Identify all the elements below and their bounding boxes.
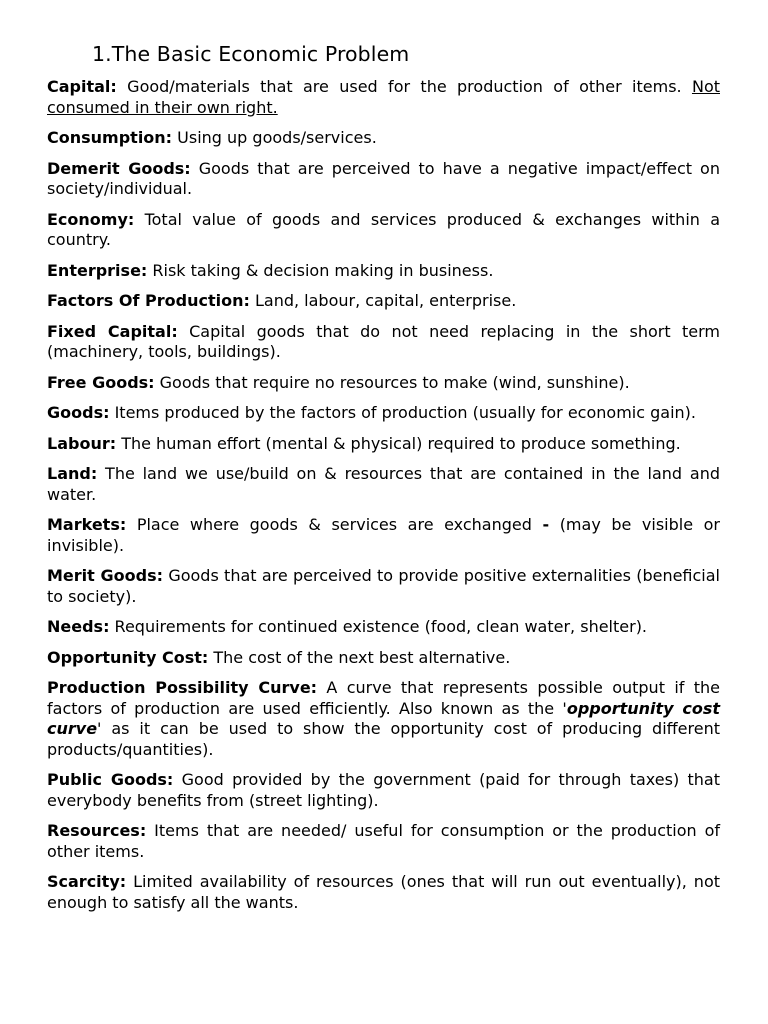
term-definition: Items produced by the factors of production (usually for economic gain). (109, 403, 696, 422)
term-label: Needs: (47, 617, 110, 636)
definition-labour (47, 434, 720, 455)
term-label: Public Goods: (47, 770, 174, 789)
emphasized-phrase: opportunity cost curve (47, 698, 720, 738)
term-label: Enterprise: (47, 260, 148, 280)
term-definition: Using up goods/services. (172, 128, 377, 147)
term-definition: Goods that require no resources to make (wind, sunshine). (154, 372, 630, 392)
term-definition: Good provided by the government (paid for through taxes) that everybody benefits from (street lighting). (47, 770, 720, 810)
term-definition: Items that are needed/ useful for consumption or the production of other items. (47, 821, 720, 861)
definition-demerit-goods (47, 159, 720, 200)
definition-opportunity-cost (47, 648, 720, 669)
definition-needs (47, 617, 720, 638)
definition-production-possibility-curve (47, 678, 720, 760)
definition-factors-of-production (47, 291, 720, 312)
term-label: Land: (47, 464, 98, 483)
term-definition: Limited availability of resources (ones that will run out eventually), not enough to satisfy all the wants. (47, 872, 720, 912)
term-label: Goods: (47, 403, 110, 422)
term-label: Merit Goods: (47, 566, 164, 585)
definition-free-goods (47, 373, 720, 394)
definition-markets (47, 515, 720, 556)
definition-public-goods (47, 770, 720, 811)
term-definition: Land, labour, capital, enterprise. (249, 291, 517, 310)
term-label: Production Possibility Curve: (47, 678, 318, 697)
term-definition: Place where goods & services are exchanged (126, 515, 543, 534)
page-title (92, 40, 720, 68)
term-label: Capital: (47, 77, 117, 96)
term-definition: Requirements for continued existence (food, clean water, shelter). (109, 617, 648, 636)
term-definition-continued: (may be visible or invisible). (47, 515, 720, 555)
term-label: Demerit Goods: (47, 158, 191, 178)
term-definition-continued: ' as it can be used to show the opportunity cost of producing different products/quantities). (47, 719, 720, 759)
dash-separator: - (542, 515, 550, 534)
term-definition: A curve that represents possible output if the factors of production are used efficiently. Also known as the ' (47, 678, 721, 718)
term-definition: The cost of the next best alternative. (208, 647, 511, 667)
term-label: Labour: (47, 433, 117, 453)
term-definition: Goods that are perceived to have a negative impact/effect on society/individual. (47, 158, 720, 198)
term-label: Resources: (47, 821, 147, 840)
definition-goods (47, 403, 720, 424)
definition-resources (47, 821, 720, 862)
definition-merit-goods (47, 566, 720, 607)
term-definition: The land we use/build on & resources that are contained in the land and water. (47, 464, 720, 504)
term-definition: Goods that are perceived to provide positive externalities (beneficial to society). (47, 566, 720, 606)
term-label: Consumption: (47, 128, 173, 147)
definition-enterprise (47, 261, 720, 282)
underlined-note: Not consumed in their own right. (47, 77, 720, 117)
document-page (47, 40, 720, 923)
term-definition: Good/materials that are used for the production of other items. (116, 77, 692, 96)
term-label: Scarcity: (47, 872, 127, 891)
title-text: The Basic Economic Problem (111, 42, 410, 66)
term-label: Free Goods: (47, 372, 155, 392)
term-label: Fixed Capital: (47, 321, 178, 341)
term-label: Factors Of Production: (47, 291, 250, 310)
term-definition: Risk taking & decision making in business. (147, 260, 494, 280)
term-label: Economy: (47, 209, 135, 229)
term-definition: Total value of goods and services produced & exchanges within a country. (47, 209, 720, 249)
term-definition: The human effort (mental & physical) required to produce something. (116, 433, 681, 453)
term-label: Opportunity Cost: (47, 647, 209, 667)
title-number: 1. (92, 42, 112, 66)
definition-land (47, 464, 720, 505)
definition-consumption (47, 128, 720, 149)
term-label: Markets: (47, 515, 127, 534)
definition-economy (47, 210, 720, 251)
definition-capital (47, 77, 720, 118)
definition-scarcity (47, 872, 720, 913)
definition-fixed-capital (47, 322, 720, 363)
term-definition: Capital goods that do not need replacing in the short term (machinery, tools, buildings). (47, 321, 721, 361)
